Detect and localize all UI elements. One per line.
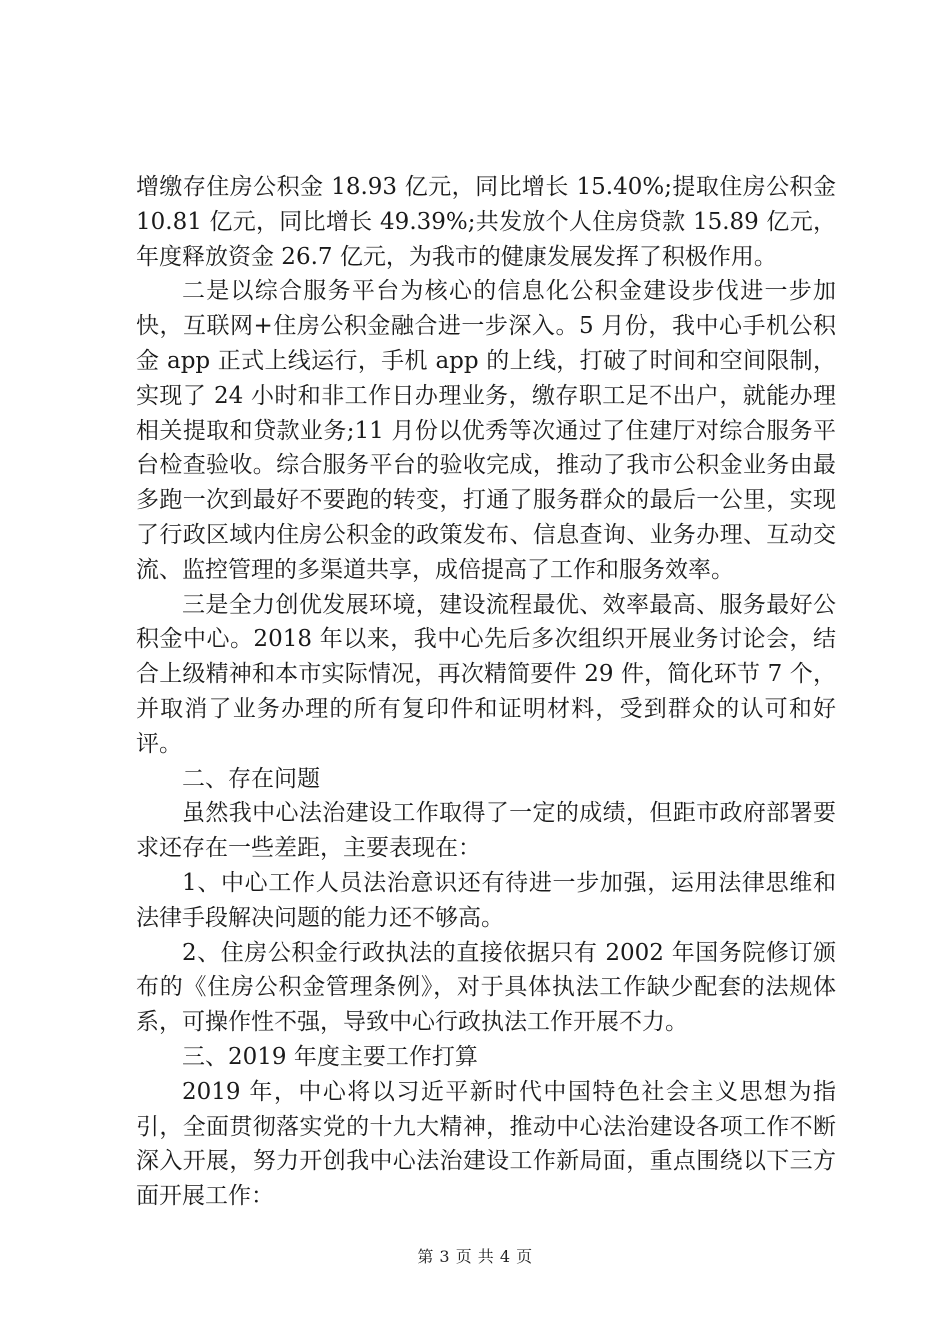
document-body <box>136 170 836 1214</box>
paragraph-5: 2019 年，中心将以习近平新时代中国特色社会主义思想为指引，全面贯彻落实党的十九大精神，推动中心法治建设各项工作不断深入开展，努力开创我中心法治建设工作新局面，重点围绕以下三方面开展工作： <box>136 1078 836 1210</box>
list-item-2: 2、住房公积金行政执法的直接依据只有 2002 年国务院修订颁布的《住房公积金管理条例》，对于具体执法工作缺少配套的法规体系，可操作性不强，导致中心行政执法工作开展不力。 <box>136 939 836 1036</box>
paragraph-4: 虽然我中心法治建设工作取得了一定的成绩，但距市政府部署要求还存在一些差距，主要表现在： <box>136 800 836 862</box>
page-footer: 第 3 页 共 4 页 <box>417 1247 533 1266</box>
paragraph-3: 三是全力创优发展环境，建设流程最优、效率最高、服务最好公积金中心。2018 年以来，我中心先后多次组织开展业务讨论会，结合上级精神和本市实际情况，再次精简要件 29 件，简化环节 7 个，并取消了业务办理的所有复印件和证明材料，受到群众的认可和好评。 <box>136 591 836 757</box>
paragraph-1: 增缴存住房公积金 18.93 亿元，同比增长 15.40%;提取住房公积金 10.81 亿元，同比增长 49.39%;共发放个人住房贷款 15.89 亿元，年度释放资金 26.7 亿元，为我市的健康发展发挥了积极作用。 <box>136 174 836 270</box>
paragraph-2: 二是以综合服务平台为核心的信息化公积金建设步伐进一步加快，互联网+住房公积金融合进一步深入。5 月份，我中心手机公积金 app 正式上线运行，手机 app 的上线，打破了时间和空间限制，实现了 24 小时和非工作日办理业务，缴存职工足不出户，就能办理相关提取和贷款业务;11 月份以优秀等次通过了住建厅对综合服务平台检查验收。综合服务平台的验收完成，推动了我市公积金业务由最多跑一次到最好不要跑的转变，打通了服务群众的最后一公里，实现了行政区域内住房公积金的政策发布、信息查询、业务办理、互动交流、监控管理的多渠道共享，成倍提高了工作和服务效率。 <box>136 278 836 583</box>
section-heading-problems: 二、存在问题 <box>182 765 320 792</box>
section-heading-plans: 三、2019 年度主要工作打算 <box>182 1043 478 1070</box>
list-item-1: 1、中心工作人员法治意识还有待进一步加强，运用法律思维和法律手段解决问题的能力还不够高。 <box>136 869 836 931</box>
